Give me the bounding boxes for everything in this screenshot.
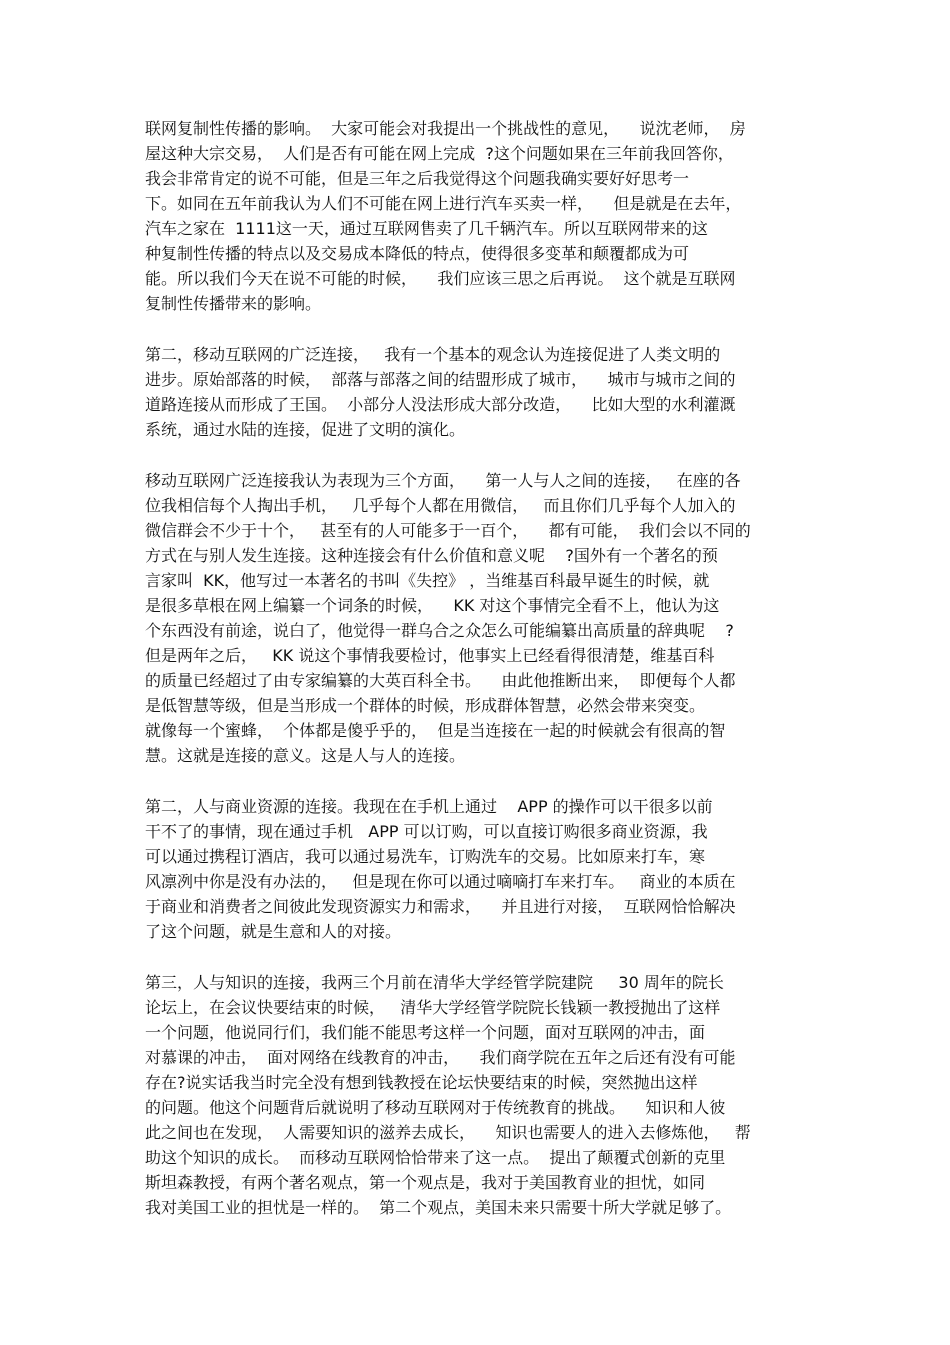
text-line: 第三，人与知识的连接，我两三个月前在清华大学经管学院建院 30 周年的院长 bbox=[145, 973, 724, 992]
text-line: 一个问题，他说同行们，我们能不能思考这样一个问题，面对互联网的冲击，面 bbox=[145, 1023, 706, 1042]
text-line: 风凛冽中你是没有办法的， 但是现在你可以通过嘀嘀打车来打车。 商业的本质在 bbox=[145, 872, 736, 891]
text-line: 助这个知识的成长。 而移动互联网恰恰带来了这一点。 提出了颠覆式创新的克里 bbox=[145, 1148, 726, 1167]
text-line: 第二，人与商业资源的连接。我现在在手机上通过 APP 的操作可以干很多以前 bbox=[145, 797, 713, 816]
paragraph bbox=[145, 342, 815, 442]
paragraph bbox=[145, 794, 815, 944]
text-line: 屋这种大宗交易， 人们是否有可能在网上完成 ?这个问题如果在三年前我回答你， bbox=[145, 144, 734, 163]
text-line: 位我相信每个人掏出手机， 几乎每个人都在用微信， 而且你们几乎每个人加入的 bbox=[145, 496, 736, 515]
text-line: 的质量已经超过了由专家编纂的大英百科全书。 由此他推断出来， 即便每个人都 bbox=[145, 671, 736, 690]
text-line: 移动互联网广泛连接我认为表现为三个方面， 第一人与人之间的连接， 在座的各 bbox=[145, 471, 741, 490]
text-line: 论坛上，在会议快要结束的时候， 清华大学经管学院院长钱颖一教授抛出了这样 bbox=[145, 998, 721, 1017]
paragraph bbox=[145, 116, 815, 316]
text-line: 但是两年之后， KK 说这个事情我要检讨，他事实上已经看得很清楚，维基百科 bbox=[145, 646, 715, 665]
text-line: 就像每一个蜜蜂， 个体都是傻乎乎的， 但是当连接在一起的时候就会有很高的智 bbox=[145, 721, 726, 740]
text-line: 慧。这就是连接的意义。这是人与人的连接。 bbox=[145, 746, 466, 765]
text-line: 斯坦森教授，有两个著名观点，第一个观点是，我对于美国教育业的担忧，如同 bbox=[145, 1173, 706, 1192]
text-line: 于商业和消费者之间彼此发现资源实力和需求， 并且进行对接， 互联网恰恰解决 bbox=[145, 897, 736, 916]
text-line: 的问题。他这个问题背后就说明了移动互联网对于传统教育的挑战。 知识和人彼 bbox=[145, 1098, 726, 1117]
text-line: 言家叫 KK，他写过一本著名的书叫《失控》 ，当维基百科最早诞生的时候，就 bbox=[145, 571, 710, 590]
text-line: 道路连接从而形成了王国。 小部分人没法形成大部分改造， 比如大型的水利灌溉 bbox=[145, 395, 736, 414]
text-line: 联网复制性传播的影响。 大家可能会对我提出一个挑战性的意见， 说沈老师， 房 bbox=[145, 119, 746, 138]
text-line: 能。所以我们今天在说不可能的时候， 我们应该三思之后再说。 这个就是互联网 bbox=[145, 269, 736, 288]
text-line: 存在?说实话我当时完全没有想到钱教授在论坛快要结束的时候，突然抛出这样 bbox=[145, 1073, 698, 1092]
text-line: 种复制性传播的特点以及交易成本降低的特点，使得很多变革和颠覆都成为可 bbox=[145, 244, 690, 263]
text-line: 进步。原始部落的时候， 部落与部落之间的结盟形成了城市， 城市与城市之间的 bbox=[145, 370, 736, 389]
text-line: 个东西没有前途，说白了，他觉得一群乌合之众怎么可能编纂出高质量的辞典呢 ? bbox=[145, 621, 734, 640]
text-line: 干不了的事情，现在通过手机 APP 可以订购，可以直接订购很多商业资源，我 bbox=[145, 822, 708, 841]
text-line: 复制性传播带来的影响。 bbox=[145, 294, 322, 313]
text-line: 第二，移动互联网的广泛连接， 我有一个基本的观念认为连接促进了人类文明的 bbox=[145, 345, 721, 364]
text-line: 我会非常肯定的说不可能，但是三年之后我觉得这个问题我确实要好好思考一 bbox=[145, 169, 690, 188]
paragraph bbox=[145, 468, 815, 768]
text-line: 此之间也在发现， 人需要知识的滋养去成长， 知识也需要人的进入去修炼他， 帮 bbox=[145, 1123, 751, 1142]
text-line: 下。如同在五年前我认为人们不可能在网上进行汽车买卖一样， 但是就是在去年， bbox=[145, 194, 742, 213]
text-line: 方式在与别人发生连接。这种连接会有什么价值和意义呢 ?国外有一个著名的预 bbox=[145, 546, 718, 565]
paragraph bbox=[145, 970, 815, 1220]
text-line: 是低智慧等级，但是当形成一个群体的时候，形成群体智慧，必然会带来突变。 bbox=[145, 696, 706, 715]
text-line: 了这个问题，就是生意和人的对接。 bbox=[145, 922, 402, 941]
text-line: 微信群会不少于十个， 甚至有的人可能多于一百个， 都有可能， 我们会以不同的 bbox=[145, 521, 751, 540]
document-body bbox=[145, 116, 815, 1246]
text-line: 是很多草根在网上编纂一个词条的时候， KK 对这个事情完全看不上，他认为这 bbox=[145, 596, 720, 615]
text-line: 汽车之家在 1111这一天，通过互联网售卖了几千辆汽车。所以互联网带来的这 bbox=[145, 219, 708, 238]
text-line: 可以通过携程订酒店，我可以通过易洗车，订购洗车的交易。比如原来打车，寒 bbox=[145, 847, 706, 866]
text-line: 系统，通过水陆的连接，促进了文明的演化。 bbox=[145, 420, 466, 439]
text-line: 对慕课的冲击， 面对网络在线教育的冲击， 我们商学院在五年之后还有没有可能 bbox=[145, 1048, 736, 1067]
text-line: 我对美国工业的担忧是一样的。 第二个观点，美国未来只需要十所大学就足够了。 bbox=[145, 1198, 732, 1217]
